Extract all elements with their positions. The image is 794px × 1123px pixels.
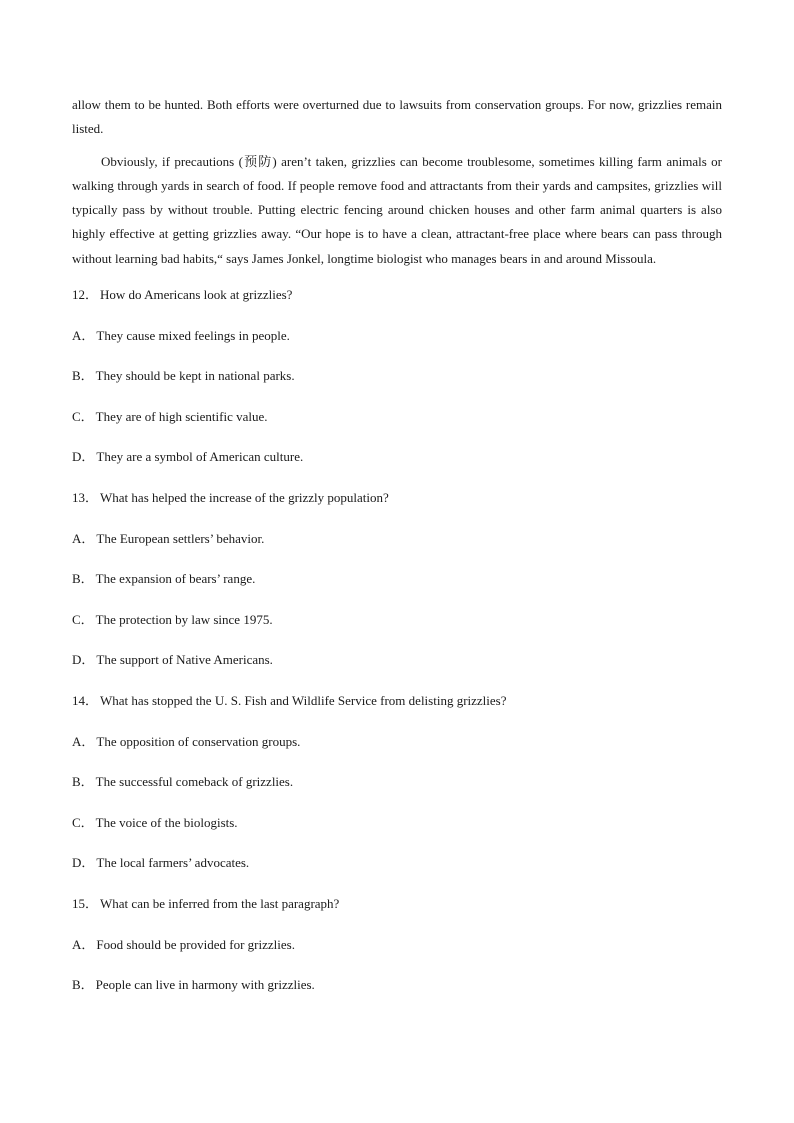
option-text: The expansion of bears’ range.: [95, 571, 256, 587]
question-text: What has helped the increase of the grizzly population?: [100, 490, 389, 506]
question-number: 15．: [72, 895, 99, 911]
answer-option: [72, 447, 722, 488]
option-letter: D．: [72, 449, 95, 465]
question-12: [72, 285, 722, 488]
option-letter: B．: [72, 977, 94, 993]
option-letter: D．: [72, 652, 95, 668]
answer-option: [72, 569, 722, 610]
answer-option: [72, 407, 722, 448]
question-text: How do Americans look at grizzlies?: [100, 287, 293, 303]
option-text: The opposition of conservation groups.: [96, 733, 301, 749]
question-text: What can be inferred from the last paragraph?: [100, 895, 340, 911]
question-14: [72, 691, 722, 894]
option-text: They are of high scientific value.: [95, 408, 268, 424]
question-stem: [72, 894, 722, 935]
question-list: [72, 285, 722, 1016]
question-number: 14．: [72, 693, 99, 709]
answer-option: [72, 772, 722, 813]
question-number: 12．: [72, 287, 99, 303]
option-text: The local farmers’ advocates.: [96, 855, 250, 871]
option-letter: A．: [72, 936, 95, 952]
option-letter: A．: [72, 530, 95, 546]
question-stem: [72, 488, 722, 529]
passage-continuation: allow them to be hunted. Both efforts were overturned due to lawsuits from conservation groups. For now, grizzlies remain listed.: [72, 97, 722, 137]
answer-option: [72, 610, 722, 651]
option-letter: C．: [72, 814, 94, 830]
option-text: They are a symbol of American culture.: [96, 449, 304, 465]
answer-option: [72, 975, 722, 1016]
option-text: They cause mixed feelings in people.: [96, 327, 290, 343]
question-13: [72, 488, 722, 691]
option-text: People can live in harmony with grizzlies.: [95, 977, 315, 993]
answer-option: [72, 935, 722, 976]
question-number: 13．: [72, 490, 99, 506]
answer-option: [72, 326, 722, 367]
question-stem: [72, 691, 722, 732]
answer-option: [72, 366, 722, 407]
question-text: What has stopped the U. S. Fish and Wildlife Service from delisting grizzlies?: [100, 693, 507, 709]
option-letter: A．: [72, 733, 95, 749]
answer-option: [72, 813, 722, 854]
option-text: The successful comeback of grizzlies.: [95, 774, 294, 790]
option-text: They should be kept in national parks.: [95, 368, 295, 384]
option-letter: B．: [72, 774, 94, 790]
option-letter: D．: [72, 855, 95, 871]
answer-option: [72, 732, 722, 773]
option-letter: C．: [72, 408, 94, 424]
answer-option: [72, 650, 722, 691]
question-stem: [72, 285, 722, 326]
option-text: The European settlers’ behavior.: [96, 530, 265, 546]
answer-option: [72, 853, 722, 894]
answer-option: [72, 529, 722, 570]
option-text: The protection by law since 1975.: [95, 611, 273, 627]
option-text: The voice of the biologists.: [95, 814, 238, 830]
document-page: [72, 93, 722, 1016]
option-text: The support of Native Americans.: [96, 652, 273, 668]
passage-last-paragraph: Obviously, if precautions (预防) aren’t taken, grizzlies can become troublesome, sometimes killing farm animals or walking through yards in search of food. If people remove food and attractants from their yards and campsites, grizzlies will typically pass by without trouble. Putting electric fencing around chicken houses and other farm animal quarters is also highly effective at getting grizzlies away. “Our hope is to have a clean, attractant-free place where bears can pass through without learning bad habits,“ says James Jonkel, longtime biologist who manages bears in and around Missoula.: [72, 153, 722, 266]
option-letter: B．: [72, 368, 94, 384]
option-text: Food should be provided for grizzlies.: [96, 936, 295, 952]
option-letter: A．: [72, 327, 95, 343]
option-letter: C．: [72, 611, 94, 627]
option-letter: B．: [72, 571, 94, 587]
question-15: [72, 894, 722, 1016]
